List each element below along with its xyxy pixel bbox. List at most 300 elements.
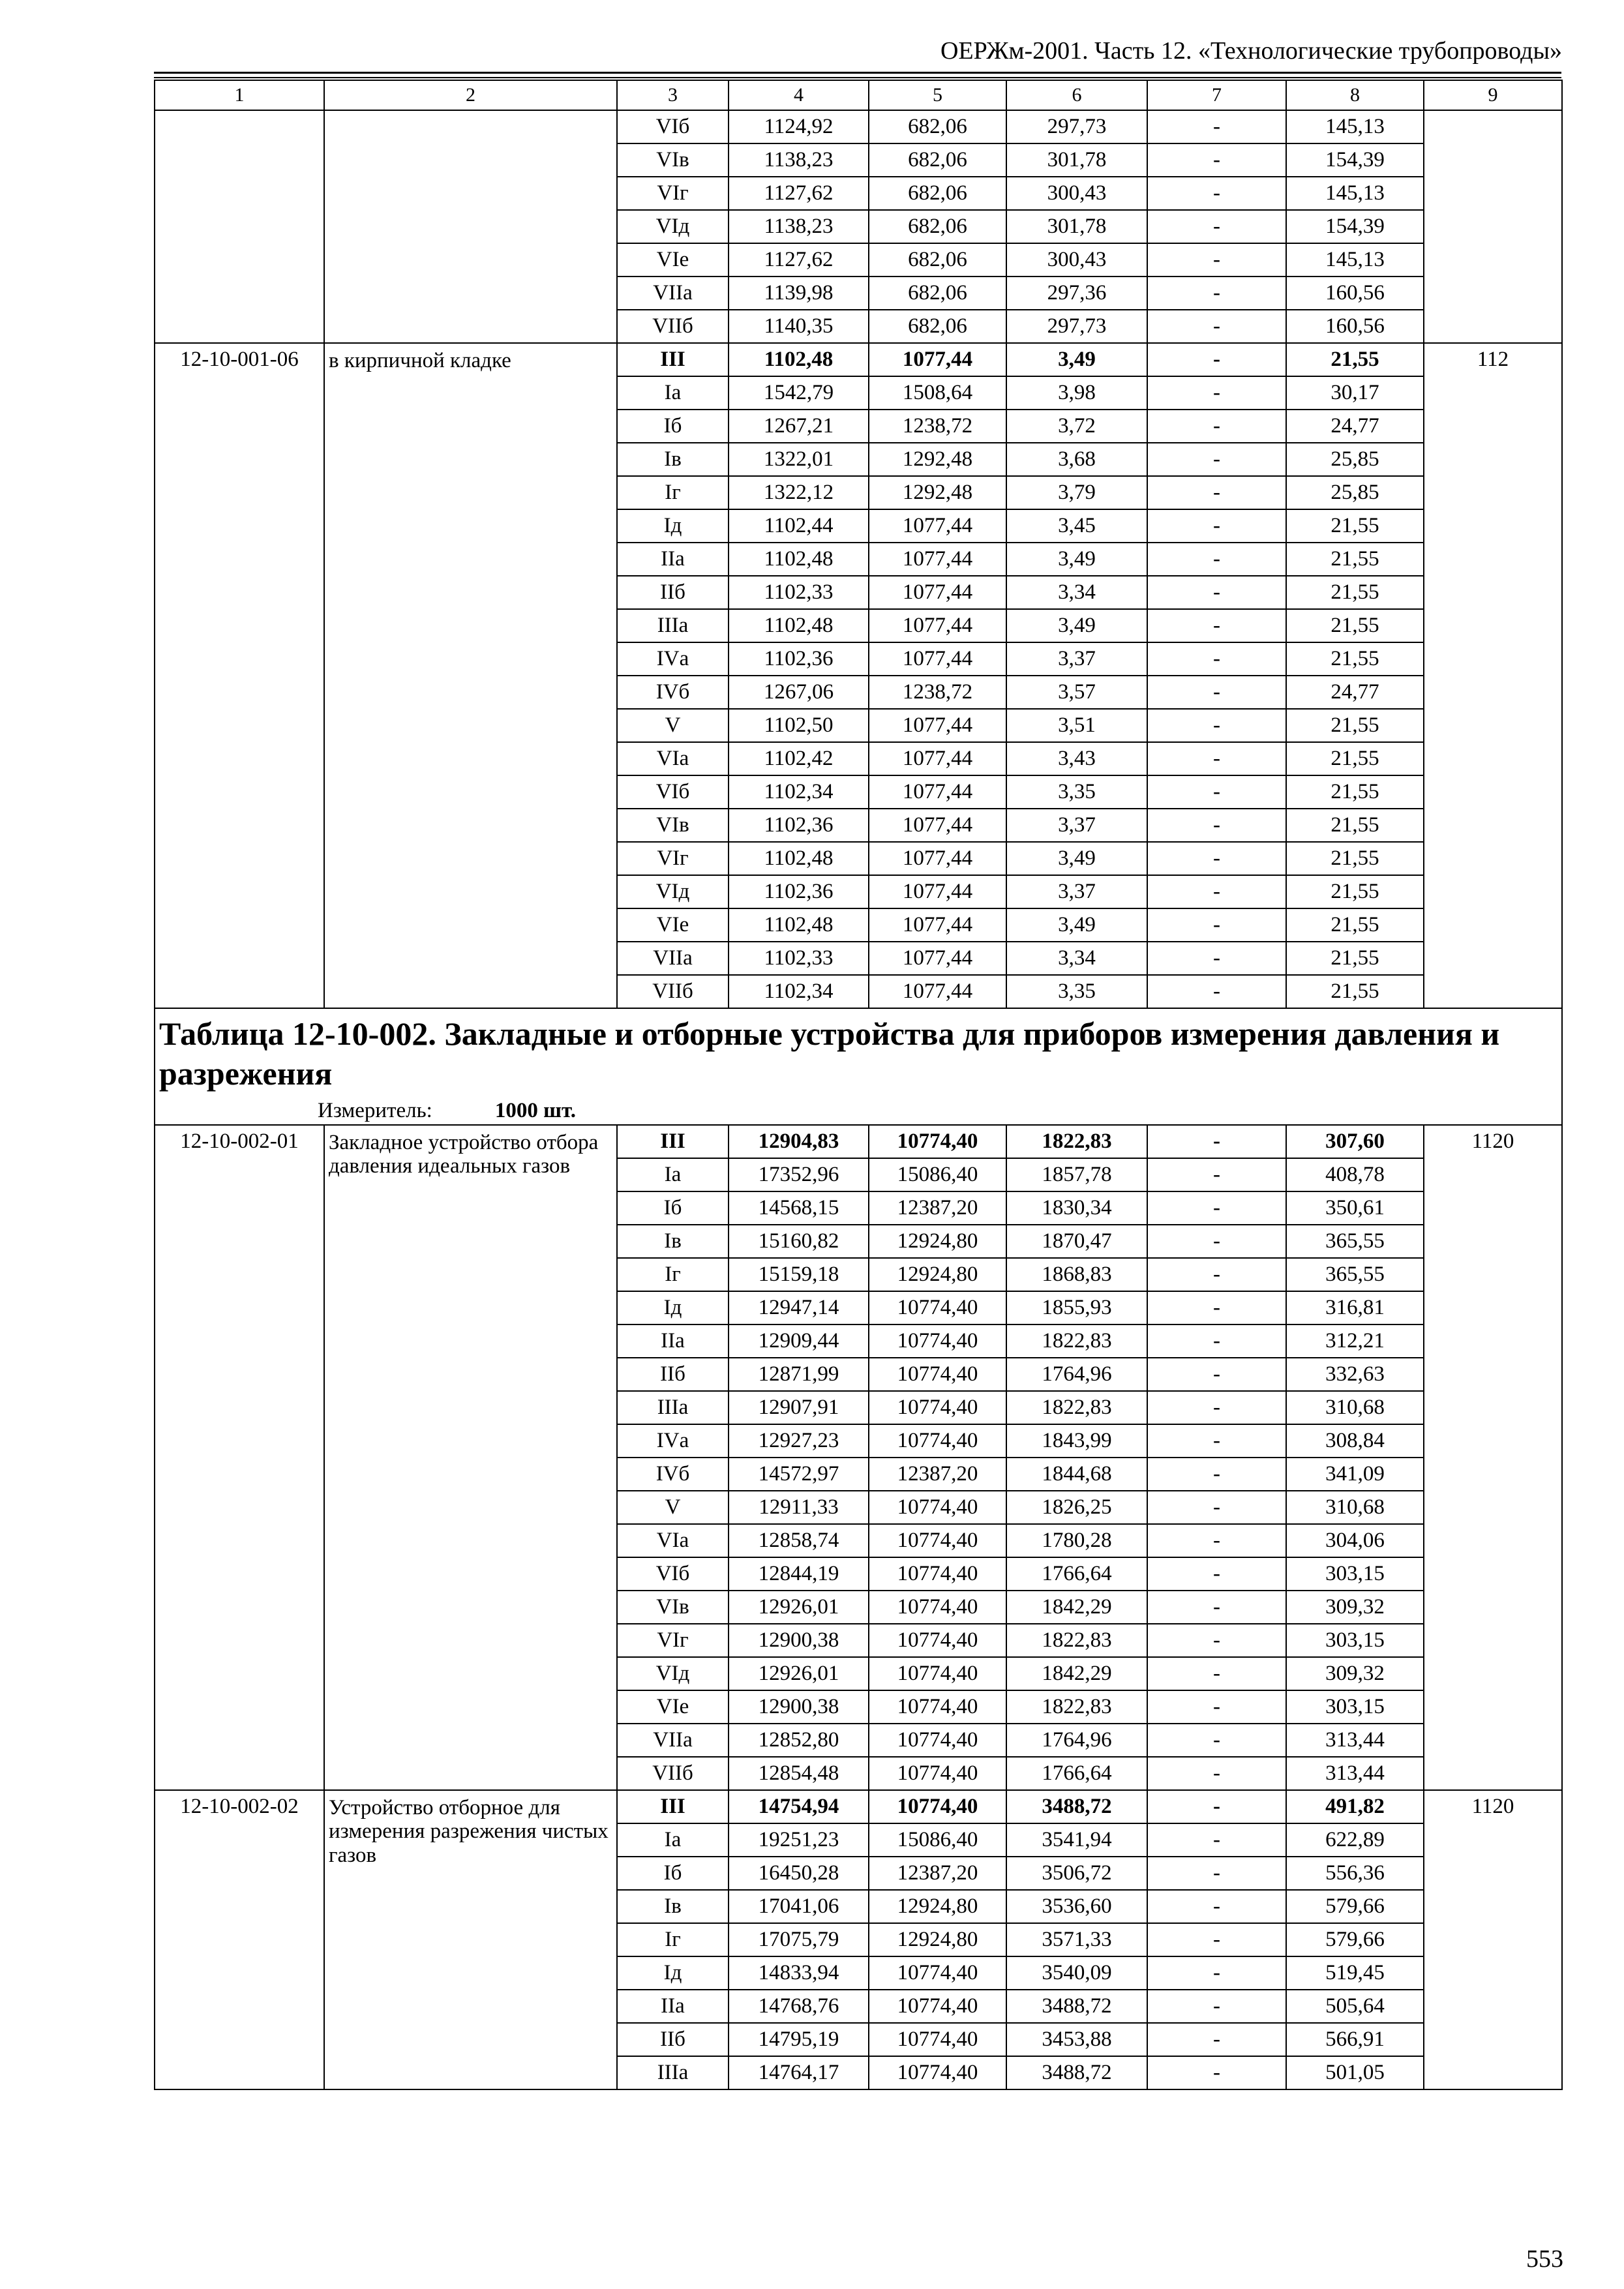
machine-cost-cell: 1780,28 <box>1006 1524 1147 1557</box>
price-zone-cell: Iг <box>617 1258 729 1291</box>
driver-wages-cell: - <box>1147 1458 1286 1491</box>
machine-cost-cell: 3,49 <box>1006 842 1147 875</box>
wages-cell: 10774,40 <box>869 1724 1006 1757</box>
price-zone-cell: III <box>617 343 729 376</box>
direct-cost-cell: 12858,74 <box>729 1524 869 1557</box>
price-zone-cell: VIв <box>617 1591 729 1624</box>
wages-cell: 1077,44 <box>869 576 1006 609</box>
direct-cost-cell: 19251,23 <box>729 1823 869 1857</box>
materials-cell: 556,36 <box>1286 1857 1424 1890</box>
driver-wages-cell: - <box>1147 310 1286 343</box>
driver-wages-cell: - <box>1147 809 1286 842</box>
driver-wages-cell: - <box>1147 1225 1286 1258</box>
driver-wages-cell: - <box>1147 1790 1286 1823</box>
machine-cost-cell: 3,49 <box>1006 908 1147 942</box>
machine-cost-cell: 1870,47 <box>1006 1225 1147 1258</box>
direct-cost-cell: 1102,36 <box>729 642 869 676</box>
machine-cost-cell: 3,35 <box>1006 975 1147 1008</box>
wages-cell: 1077,44 <box>869 775 1006 809</box>
direct-cost-cell: 1138,23 <box>729 143 869 177</box>
machine-cost-cell: 3,49 <box>1006 343 1147 376</box>
materials-cell: 316,81 <box>1286 1291 1424 1324</box>
driver-wages-cell: - <box>1147 1424 1286 1458</box>
machine-cost-cell: 3,49 <box>1006 609 1147 642</box>
materials-cell: 365,55 <box>1286 1225 1424 1258</box>
price-zone-cell: VIе <box>617 908 729 942</box>
wages-cell: 10774,40 <box>869 2056 1006 2089</box>
direct-cost-cell: 1102,42 <box>729 742 869 775</box>
direct-cost-cell: 1102,33 <box>729 942 869 975</box>
materials-cell: 21,55 <box>1286 576 1424 609</box>
direct-cost-cell: 1102,48 <box>729 842 869 875</box>
materials-cell: 154,39 <box>1286 143 1424 177</box>
driver-wages-cell: - <box>1147 1823 1286 1857</box>
materials-cell: 303,15 <box>1286 1557 1424 1591</box>
materials-cell: 313,44 <box>1286 1757 1424 1790</box>
price-zone-cell: VIд <box>617 1657 729 1690</box>
direct-cost-cell: 1322,01 <box>729 443 869 476</box>
norm-cell: 112 <box>1424 343 1562 1008</box>
direct-cost-cell: 12871,99 <box>729 1358 869 1391</box>
price-zone-cell: VIб <box>617 775 729 809</box>
machine-cost-cell: 3,37 <box>1006 642 1147 676</box>
direct-cost-cell: 15159,18 <box>729 1258 869 1291</box>
section-heading-cell <box>155 1008 1562 1125</box>
price-zone-cell: Iд <box>617 1956 729 1990</box>
price-zone-cell: VIе <box>617 243 729 277</box>
driver-wages-cell: - <box>1147 908 1286 942</box>
price-zone-cell: VIг <box>617 842 729 875</box>
wages-cell: 12924,80 <box>869 1225 1006 1258</box>
section-heading-row <box>155 1008 1562 1125</box>
materials-cell: 21,55 <box>1286 609 1424 642</box>
price-zone-cell: VIб <box>617 1557 729 1591</box>
price-zone-cell: VIIа <box>617 942 729 975</box>
norm-cell: 1120 <box>1424 1125 1562 1790</box>
wages-cell: 1077,44 <box>869 642 1006 676</box>
machine-cost-cell: 3541,94 <box>1006 1823 1147 1857</box>
machine-cost-cell: 3,79 <box>1006 476 1147 509</box>
wages-cell: 12924,80 <box>869 1890 1006 1923</box>
rate-code-cell: 12-10-002-01 <box>155 1125 324 1790</box>
wages-cell: 10774,40 <box>869 1358 1006 1391</box>
driver-wages-cell: - <box>1147 1757 1286 1790</box>
materials-cell: 303,15 <box>1286 1624 1424 1657</box>
direct-cost-cell: 16450,28 <box>729 1857 869 1890</box>
wages-cell: 1077,44 <box>869 709 1006 742</box>
machine-cost-cell: 3,45 <box>1006 509 1147 543</box>
price-zone-cell: VIIа <box>617 1724 729 1757</box>
driver-wages-cell: - <box>1147 110 1286 143</box>
price-zone-cell: Iв <box>617 443 729 476</box>
driver-wages-cell: - <box>1147 942 1286 975</box>
driver-wages-cell: - <box>1147 243 1286 277</box>
wages-cell: 1508,64 <box>869 376 1006 410</box>
direct-cost-cell: 12911,33 <box>729 1491 869 1524</box>
direct-cost-cell: 1124,92 <box>729 110 869 143</box>
driver-wages-cell: - <box>1147 975 1286 1008</box>
name-cell-empty <box>324 110 617 343</box>
wages-cell: 1077,44 <box>869 842 1006 875</box>
price-zone-cell: VIIб <box>617 310 729 343</box>
column-number-cell: 8 <box>1286 80 1424 110</box>
direct-cost-cell: 14568,15 <box>729 1191 869 1225</box>
wages-cell: 682,06 <box>869 243 1006 277</box>
machine-cost-cell: 3,37 <box>1006 809 1147 842</box>
materials-cell: 21,55 <box>1286 742 1424 775</box>
driver-wages-cell: - <box>1147 1990 1286 2023</box>
direct-cost-cell: 12927,23 <box>729 1424 869 1458</box>
wages-cell: 1077,44 <box>869 942 1006 975</box>
page-number: 553 <box>1526 2245 1563 2273</box>
driver-wages-cell: - <box>1147 476 1286 509</box>
running-header: ОЕРЖм-2001. Часть 12. «Технологические трубопроводы» <box>940 37 1562 65</box>
machine-cost-cell: 3,68 <box>1006 443 1147 476</box>
direct-cost-cell: 1102,33 <box>729 576 869 609</box>
wages-cell: 10774,40 <box>869 1557 1006 1591</box>
column-number-cell: 9 <box>1424 80 1562 110</box>
price-zone-cell: V <box>617 1491 729 1524</box>
materials-cell: 21,55 <box>1286 809 1424 842</box>
materials-cell: 21,55 <box>1286 875 1424 908</box>
price-zone-cell: Iб <box>617 1857 729 1890</box>
driver-wages-cell: - <box>1147 1557 1286 1591</box>
materials-cell: 21,55 <box>1286 709 1424 742</box>
price-zone-cell: V <box>617 709 729 742</box>
wages-cell: 1077,44 <box>869 742 1006 775</box>
materials-cell: 21,55 <box>1286 343 1424 376</box>
materials-cell: 501,05 <box>1286 2056 1424 2089</box>
driver-wages-cell: - <box>1147 376 1286 410</box>
driver-wages-cell: - <box>1147 1690 1286 1724</box>
wages-cell: 682,06 <box>869 143 1006 177</box>
machine-cost-cell: 297,73 <box>1006 110 1147 143</box>
price-zone-cell: Iв <box>617 1225 729 1258</box>
materials-cell: 25,85 <box>1286 476 1424 509</box>
machine-cost-cell: 1764,96 <box>1006 1358 1147 1391</box>
direct-cost-cell: 14768,76 <box>729 1990 869 2023</box>
norm-cell-empty <box>1424 110 1562 343</box>
driver-wages-cell: - <box>1147 1191 1286 1225</box>
direct-cost-cell: 12909,44 <box>729 1324 869 1358</box>
machine-cost-cell: 3,34 <box>1006 576 1147 609</box>
wages-cell: 10774,40 <box>869 1790 1006 1823</box>
price-zone-cell: IVа <box>617 642 729 676</box>
direct-cost-cell: 12854,48 <box>729 1757 869 1790</box>
machine-cost-cell: 3506,72 <box>1006 1857 1147 1890</box>
machine-cost-cell: 3488,72 <box>1006 1790 1147 1823</box>
column-number-row <box>155 80 1562 110</box>
wages-cell: 1238,72 <box>869 410 1006 443</box>
direct-cost-cell: 12844,19 <box>729 1557 869 1591</box>
direct-cost-cell: 14795,19 <box>729 2023 869 2056</box>
column-number-cell: 4 <box>729 80 869 110</box>
direct-cost-cell: 1102,36 <box>729 809 869 842</box>
price-zone-cell: III <box>617 1125 729 1158</box>
driver-wages-cell: - <box>1147 1724 1286 1757</box>
driver-wages-cell: - <box>1147 177 1286 210</box>
price-zone-cell: Iд <box>617 1291 729 1324</box>
machine-cost-cell: 3453,88 <box>1006 2023 1147 2056</box>
code-cell-empty <box>155 110 324 343</box>
materials-cell: 310,68 <box>1286 1491 1424 1524</box>
price-zone-cell: IIа <box>617 1324 729 1358</box>
driver-wages-cell: - <box>1147 676 1286 709</box>
price-zone-cell: Iв <box>617 1890 729 1923</box>
price-zone-cell: III <box>617 1790 729 1823</box>
materials-cell: 408,78 <box>1286 1158 1424 1191</box>
machine-cost-cell: 3,35 <box>1006 775 1147 809</box>
driver-wages-cell: - <box>1147 1657 1286 1690</box>
materials-cell: 21,55 <box>1286 908 1424 942</box>
rate-code-cell: 12-10-001-06 <box>155 343 324 1008</box>
meter-value: 1000 шт. <box>494 1099 576 1122</box>
machine-cost-cell: 1857,78 <box>1006 1158 1147 1191</box>
driver-wages-cell: - <box>1147 1324 1286 1358</box>
driver-wages-cell: - <box>1147 143 1286 177</box>
machine-cost-cell: 1842,29 <box>1006 1657 1147 1690</box>
price-zone-cell: IVб <box>617 676 729 709</box>
materials-cell: 145,13 <box>1286 177 1424 210</box>
direct-cost-cell: 1102,34 <box>729 775 869 809</box>
direct-cost-cell: 12904,83 <box>729 1125 869 1158</box>
machine-cost-cell: 300,43 <box>1006 177 1147 210</box>
driver-wages-cell: - <box>1147 842 1286 875</box>
wages-cell: 10774,40 <box>869 1624 1006 1657</box>
materials-cell: 313,44 <box>1286 1724 1424 1757</box>
direct-cost-cell: 17041,06 <box>729 1890 869 1923</box>
rate-name-cell: Устройство отборное для измерения разрежения чистых газов <box>324 1790 617 2089</box>
driver-wages-cell: - <box>1147 1890 1286 1923</box>
wages-cell: 1077,44 <box>869 908 1006 942</box>
materials-cell: 304,06 <box>1286 1524 1424 1557</box>
column-number-cell: 7 <box>1147 80 1286 110</box>
direct-cost-cell: 1102,34 <box>729 975 869 1008</box>
direct-cost-cell: 1267,21 <box>729 410 869 443</box>
price-zone-cell: IIа <box>617 1990 729 2023</box>
rates-table <box>154 80 1563 2090</box>
machine-cost-cell: 1868,83 <box>1006 1258 1147 1291</box>
materials-cell: 312,21 <box>1286 1324 1424 1358</box>
materials-cell: 308,84 <box>1286 1424 1424 1458</box>
wages-cell: 1077,44 <box>869 609 1006 642</box>
materials-cell: 24,77 <box>1286 676 1424 709</box>
machine-cost-cell: 3488,72 <box>1006 2056 1147 2089</box>
wages-cell: 10774,40 <box>869 1424 1006 1458</box>
machine-cost-cell: 3,57 <box>1006 676 1147 709</box>
driver-wages-cell: - <box>1147 609 1286 642</box>
rate-code-cell: 12-10-002-02 <box>155 1790 324 2089</box>
materials-cell: 30,17 <box>1286 376 1424 410</box>
column-number-cell: 1 <box>155 80 324 110</box>
direct-cost-cell: 1102,48 <box>729 609 869 642</box>
direct-cost-cell: 1139,98 <box>729 277 869 310</box>
machine-cost-cell: 1822,83 <box>1006 1690 1147 1724</box>
materials-cell: 21,55 <box>1286 975 1424 1008</box>
machine-cost-cell: 1822,83 <box>1006 1624 1147 1657</box>
price-zone-cell: Iб <box>617 410 729 443</box>
wages-cell: 15086,40 <box>869 1158 1006 1191</box>
wages-cell: 12387,20 <box>869 1458 1006 1491</box>
driver-wages-cell: - <box>1147 576 1286 609</box>
materials-cell: 309,32 <box>1286 1657 1424 1690</box>
price-zone-cell: VIа <box>617 1524 729 1557</box>
driver-wages-cell: - <box>1147 1591 1286 1624</box>
direct-cost-cell: 12947,14 <box>729 1291 869 1324</box>
wages-cell: 10774,40 <box>869 1291 1006 1324</box>
price-zone-cell: VIд <box>617 875 729 908</box>
driver-wages-cell: - <box>1147 1624 1286 1657</box>
wages-cell: 1077,44 <box>869 975 1006 1008</box>
rate-name-cell: Закладное устройство отбора давления идеальных газов <box>324 1125 617 1790</box>
driver-wages-cell: - <box>1147 277 1286 310</box>
machine-cost-cell: 301,78 <box>1006 210 1147 243</box>
machine-cost-cell: 1822,83 <box>1006 1324 1147 1358</box>
machine-cost-cell: 1766,64 <box>1006 1757 1147 1790</box>
direct-cost-cell: 1102,48 <box>729 908 869 942</box>
meter-line <box>159 1100 1557 1122</box>
machine-cost-cell: 3,98 <box>1006 376 1147 410</box>
meter-label: Измеритель: <box>318 1099 432 1122</box>
machine-cost-cell: 3488,72 <box>1006 1990 1147 2023</box>
driver-wages-cell: - <box>1147 1923 1286 1956</box>
wages-cell: 10774,40 <box>869 1657 1006 1690</box>
column-number-cell: 5 <box>869 80 1006 110</box>
wages-cell: 10774,40 <box>869 1125 1006 1158</box>
materials-cell: 154,39 <box>1286 210 1424 243</box>
materials-cell: 160,56 <box>1286 310 1424 343</box>
wages-cell: 10774,40 <box>869 1591 1006 1624</box>
machine-cost-cell: 3,43 <box>1006 742 1147 775</box>
wages-cell: 1077,44 <box>869 809 1006 842</box>
materials-cell: 365,55 <box>1286 1258 1424 1291</box>
price-zone-cell: Iг <box>617 1923 729 1956</box>
direct-cost-cell: 1102,48 <box>729 543 869 576</box>
materials-cell: 145,13 <box>1286 110 1424 143</box>
price-zone-cell: Iа <box>617 1158 729 1191</box>
price-zone-cell: IIIа <box>617 1391 729 1424</box>
materials-cell: 622,89 <box>1286 1823 1424 1857</box>
machine-cost-cell: 3,51 <box>1006 709 1147 742</box>
machine-cost-cell: 1842,29 <box>1006 1591 1147 1624</box>
materials-cell: 145,13 <box>1286 243 1424 277</box>
driver-wages-cell: - <box>1147 1258 1286 1291</box>
wages-cell: 12387,20 <box>869 1857 1006 1890</box>
driver-wages-cell: - <box>1147 210 1286 243</box>
price-zone-cell: Iб <box>617 1191 729 1225</box>
price-zone-cell: VIг <box>617 177 729 210</box>
wages-cell: 10774,40 <box>869 1757 1006 1790</box>
price-zone-cell: IIб <box>617 1358 729 1391</box>
wages-cell: 10774,40 <box>869 2023 1006 2056</box>
price-zone-cell: VIб <box>617 110 729 143</box>
wages-cell: 10774,40 <box>869 1524 1006 1557</box>
direct-cost-cell: 17352,96 <box>729 1158 869 1191</box>
driver-wages-cell: - <box>1147 742 1286 775</box>
wages-cell: 1077,44 <box>869 509 1006 543</box>
direct-cost-cell: 12926,01 <box>729 1657 869 1690</box>
wages-cell: 10774,40 <box>869 1391 1006 1424</box>
materials-cell: 160,56 <box>1286 277 1424 310</box>
price-zone-cell: VIа <box>617 742 729 775</box>
direct-cost-cell: 14572,97 <box>729 1458 869 1491</box>
price-zone-cell: VIв <box>617 143 729 177</box>
column-number-cell: 6 <box>1006 80 1147 110</box>
table-body <box>155 80 1562 2089</box>
wages-cell: 1077,44 <box>869 875 1006 908</box>
machine-cost-cell: 1764,96 <box>1006 1724 1147 1757</box>
direct-cost-cell: 1322,12 <box>729 476 869 509</box>
machine-cost-cell: 3,72 <box>1006 410 1147 443</box>
driver-wages-cell: - <box>1147 642 1286 676</box>
direct-cost-cell: 14754,94 <box>729 1790 869 1823</box>
price-zone-cell: VIд <box>617 210 729 243</box>
table-row <box>155 1125 1562 1158</box>
direct-cost-cell: 12852,80 <box>729 1724 869 1757</box>
table-row <box>155 110 1562 143</box>
materials-cell: 21,55 <box>1286 543 1424 576</box>
price-zone-cell: IIIа <box>617 609 729 642</box>
driver-wages-cell: - <box>1147 1391 1286 1424</box>
driver-wages-cell: - <box>1147 1956 1286 1990</box>
direct-cost-cell: 15160,82 <box>729 1225 869 1258</box>
driver-wages-cell: - <box>1147 1491 1286 1524</box>
direct-cost-cell: 1127,62 <box>729 243 869 277</box>
price-zone-cell: Iд <box>617 509 729 543</box>
price-zone-cell: IIб <box>617 576 729 609</box>
machine-cost-cell: 1826,25 <box>1006 1491 1147 1524</box>
materials-cell: 21,55 <box>1286 642 1424 676</box>
machine-cost-cell: 1766,64 <box>1006 1557 1147 1591</box>
machine-cost-cell: 3,49 <box>1006 543 1147 576</box>
driver-wages-cell: - <box>1147 709 1286 742</box>
materials-cell: 341,09 <box>1286 1458 1424 1491</box>
driver-wages-cell: - <box>1147 2023 1286 2056</box>
direct-cost-cell: 17075,79 <box>729 1923 869 1956</box>
wages-cell: 10774,40 <box>869 1956 1006 1990</box>
price-zone-cell: VIе <box>617 1690 729 1724</box>
direct-cost-cell: 1102,36 <box>729 875 869 908</box>
materials-cell: 303,15 <box>1286 1690 1424 1724</box>
price-zone-cell: Iа <box>617 376 729 410</box>
direct-cost-cell: 14833,94 <box>729 1956 869 1990</box>
machine-cost-cell: 3540,09 <box>1006 1956 1147 1990</box>
driver-wages-cell: - <box>1147 543 1286 576</box>
wages-cell: 682,06 <box>869 310 1006 343</box>
machine-cost-cell: 1822,83 <box>1006 1391 1147 1424</box>
driver-wages-cell: - <box>1147 443 1286 476</box>
machine-cost-cell: 1844,68 <box>1006 1458 1147 1491</box>
materials-cell: 24,77 <box>1286 410 1424 443</box>
driver-wages-cell: - <box>1147 1125 1286 1158</box>
machine-cost-cell: 297,73 <box>1006 310 1147 343</box>
wages-cell: 12924,80 <box>869 1923 1006 1956</box>
machine-cost-cell: 1822,83 <box>1006 1125 1147 1158</box>
materials-cell: 332,63 <box>1286 1358 1424 1391</box>
wages-cell: 682,06 <box>869 277 1006 310</box>
wages-cell: 1292,48 <box>869 476 1006 509</box>
machine-cost-cell: 300,43 <box>1006 243 1147 277</box>
wages-cell: 10774,40 <box>869 1990 1006 2023</box>
driver-wages-cell: - <box>1147 1857 1286 1890</box>
driver-wages-cell: - <box>1147 1524 1286 1557</box>
machine-cost-cell: 297,36 <box>1006 277 1147 310</box>
direct-cost-cell: 12907,91 <box>729 1391 869 1424</box>
direct-cost-cell: 1102,48 <box>729 343 869 376</box>
materials-cell: 21,55 <box>1286 509 1424 543</box>
price-zone-cell: Iг <box>617 476 729 509</box>
header-rule-secondary <box>154 77 1561 78</box>
